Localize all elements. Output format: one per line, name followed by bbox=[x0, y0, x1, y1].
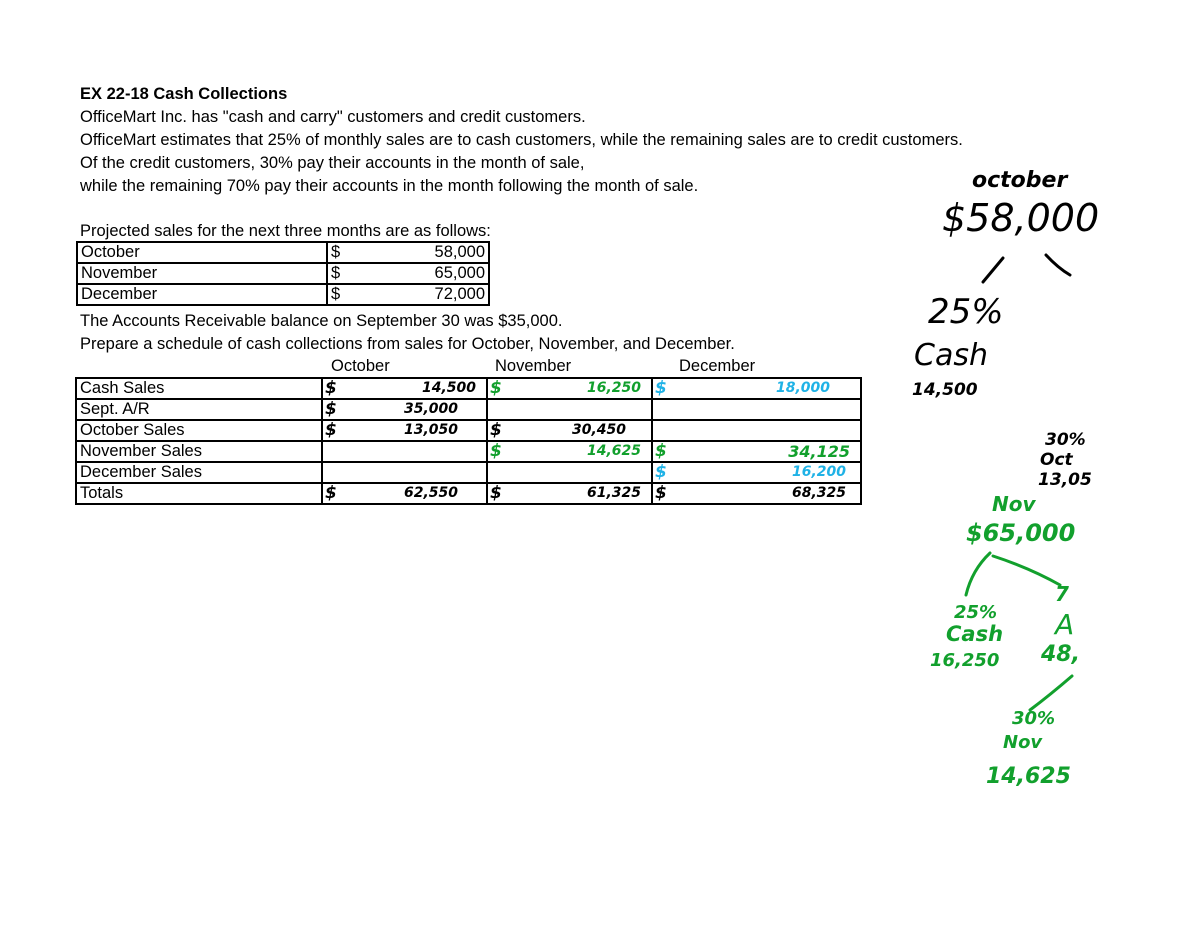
note-30-percent: 30% bbox=[1045, 430, 1086, 450]
note-nov-short: Nov bbox=[1003, 732, 1043, 753]
handwritten-value: 18,000 bbox=[775, 380, 830, 396]
dollar-sign: $ bbox=[327, 263, 348, 284]
sales-value: 72,000 bbox=[348, 284, 489, 305]
handwritten-dollar: $ bbox=[490, 420, 502, 440]
handwritten-dollar: $ bbox=[655, 483, 667, 503]
row-label: Sept. A/R bbox=[76, 399, 322, 420]
dollar-sign: $ bbox=[327, 242, 348, 263]
note-nov-amount: $65,000 bbox=[966, 519, 1076, 547]
column-header-november: November bbox=[495, 357, 572, 375]
note-nov-30-percent: 30% bbox=[1012, 708, 1056, 729]
sales-month: November bbox=[77, 263, 327, 284]
row-label: Totals bbox=[76, 483, 322, 504]
intro-line-4: while the remaining 70% pay their accounts in the month following the month of sale. bbox=[80, 177, 699, 195]
handwritten-value: 14,625 bbox=[586, 443, 641, 459]
handwritten-dollar: $ bbox=[325, 483, 337, 503]
exercise-title: EX 22-18 Cash Collections bbox=[80, 85, 288, 103]
november-left-branch bbox=[966, 553, 990, 595]
ar-balance-note: The Accounts Receivable balance on September 30 was $35,000. bbox=[80, 312, 563, 330]
dollar-sign: $ bbox=[327, 284, 348, 305]
handwritten-value: 16,250 bbox=[586, 380, 641, 396]
handwritten-value: 30,450 bbox=[571, 422, 626, 438]
note-oct-short: Oct bbox=[1040, 450, 1073, 470]
note-ar-partial: A bbox=[1055, 608, 1075, 641]
row-label: October Sales bbox=[76, 420, 322, 441]
credit-split-branch bbox=[1030, 676, 1072, 710]
sales-value: 58,000 bbox=[348, 242, 489, 263]
note-nov-cash-word: Cash bbox=[946, 622, 1004, 646]
handwritten-dollar: $ bbox=[655, 462, 667, 482]
november-right-branch bbox=[993, 556, 1060, 585]
sales-month: October bbox=[77, 242, 327, 263]
handwritten-value: 62,550 bbox=[403, 485, 458, 501]
intro-line-3: Of the credit customers, 30% pay their accounts in the month of sale, bbox=[80, 154, 585, 172]
note-nov-25-percent: 25% bbox=[954, 602, 998, 623]
handwritten-dollar: $ bbox=[490, 441, 502, 461]
handwritten-dollar: $ bbox=[490, 483, 502, 503]
column-header-october: October bbox=[331, 357, 390, 375]
note-nov-credit: 14,625 bbox=[986, 764, 1071, 789]
handwritten-dollar: $ bbox=[325, 378, 337, 398]
note-october-label: october bbox=[972, 168, 1068, 193]
handwritten-value: 34,125 bbox=[788, 442, 850, 461]
handwritten-dollar: $ bbox=[655, 441, 667, 461]
note-25-percent: 25% bbox=[928, 292, 1004, 332]
october-left-branch bbox=[983, 258, 1003, 282]
note-cash-word: Cash bbox=[914, 338, 988, 373]
note-october-amount: $58,000 bbox=[942, 196, 1100, 240]
handwritten-value: 68,325 bbox=[791, 485, 846, 501]
note-oct-credit: 13,05 bbox=[1038, 470, 1092, 490]
row-label: December Sales bbox=[76, 462, 322, 483]
note-75-percent-partial: 7 bbox=[1055, 582, 1069, 606]
intro-line-1: OfficeMart Inc. has "cash and carry" customers and credit customers. bbox=[80, 108, 586, 126]
row-label: November Sales bbox=[76, 441, 322, 462]
sales-value: 65,000 bbox=[348, 263, 489, 284]
note-nov-label: Nov bbox=[992, 492, 1036, 516]
handwritten-value: 14,500 bbox=[421, 380, 476, 396]
handwritten-dollar: $ bbox=[325, 420, 337, 440]
handwritten-value: 35,000 bbox=[403, 401, 458, 417]
handwritten-dollar: $ bbox=[325, 399, 337, 419]
note-october-cash: 14,500 bbox=[912, 380, 978, 400]
intro-line-2: OfficeMart estimates that 25% of monthly sales are to cash customers, while the remaining sales are to credit customers. bbox=[80, 131, 963, 149]
handwritten-value: 13,050 bbox=[403, 422, 458, 438]
row-label: Cash Sales bbox=[76, 378, 322, 399]
handwritten-dollar: $ bbox=[490, 378, 502, 398]
handwritten-value: 61,325 bbox=[586, 485, 641, 501]
prepare-instruction: Prepare a schedule of cash collections from sales for October, November, and December. bbox=[80, 335, 735, 353]
october-right-branch bbox=[1046, 255, 1070, 275]
sales-month: December bbox=[77, 284, 327, 305]
handwritten-value: 16,200 bbox=[791, 464, 846, 480]
note-nov-cash: 16,250 bbox=[930, 650, 1000, 671]
note-nov-credit-partial: 48, bbox=[1041, 642, 1080, 667]
column-header-december: December bbox=[679, 357, 756, 375]
handwritten-dollar: $ bbox=[655, 378, 667, 398]
projected-label: Projected sales for the next three months are as follows: bbox=[80, 222, 491, 240]
